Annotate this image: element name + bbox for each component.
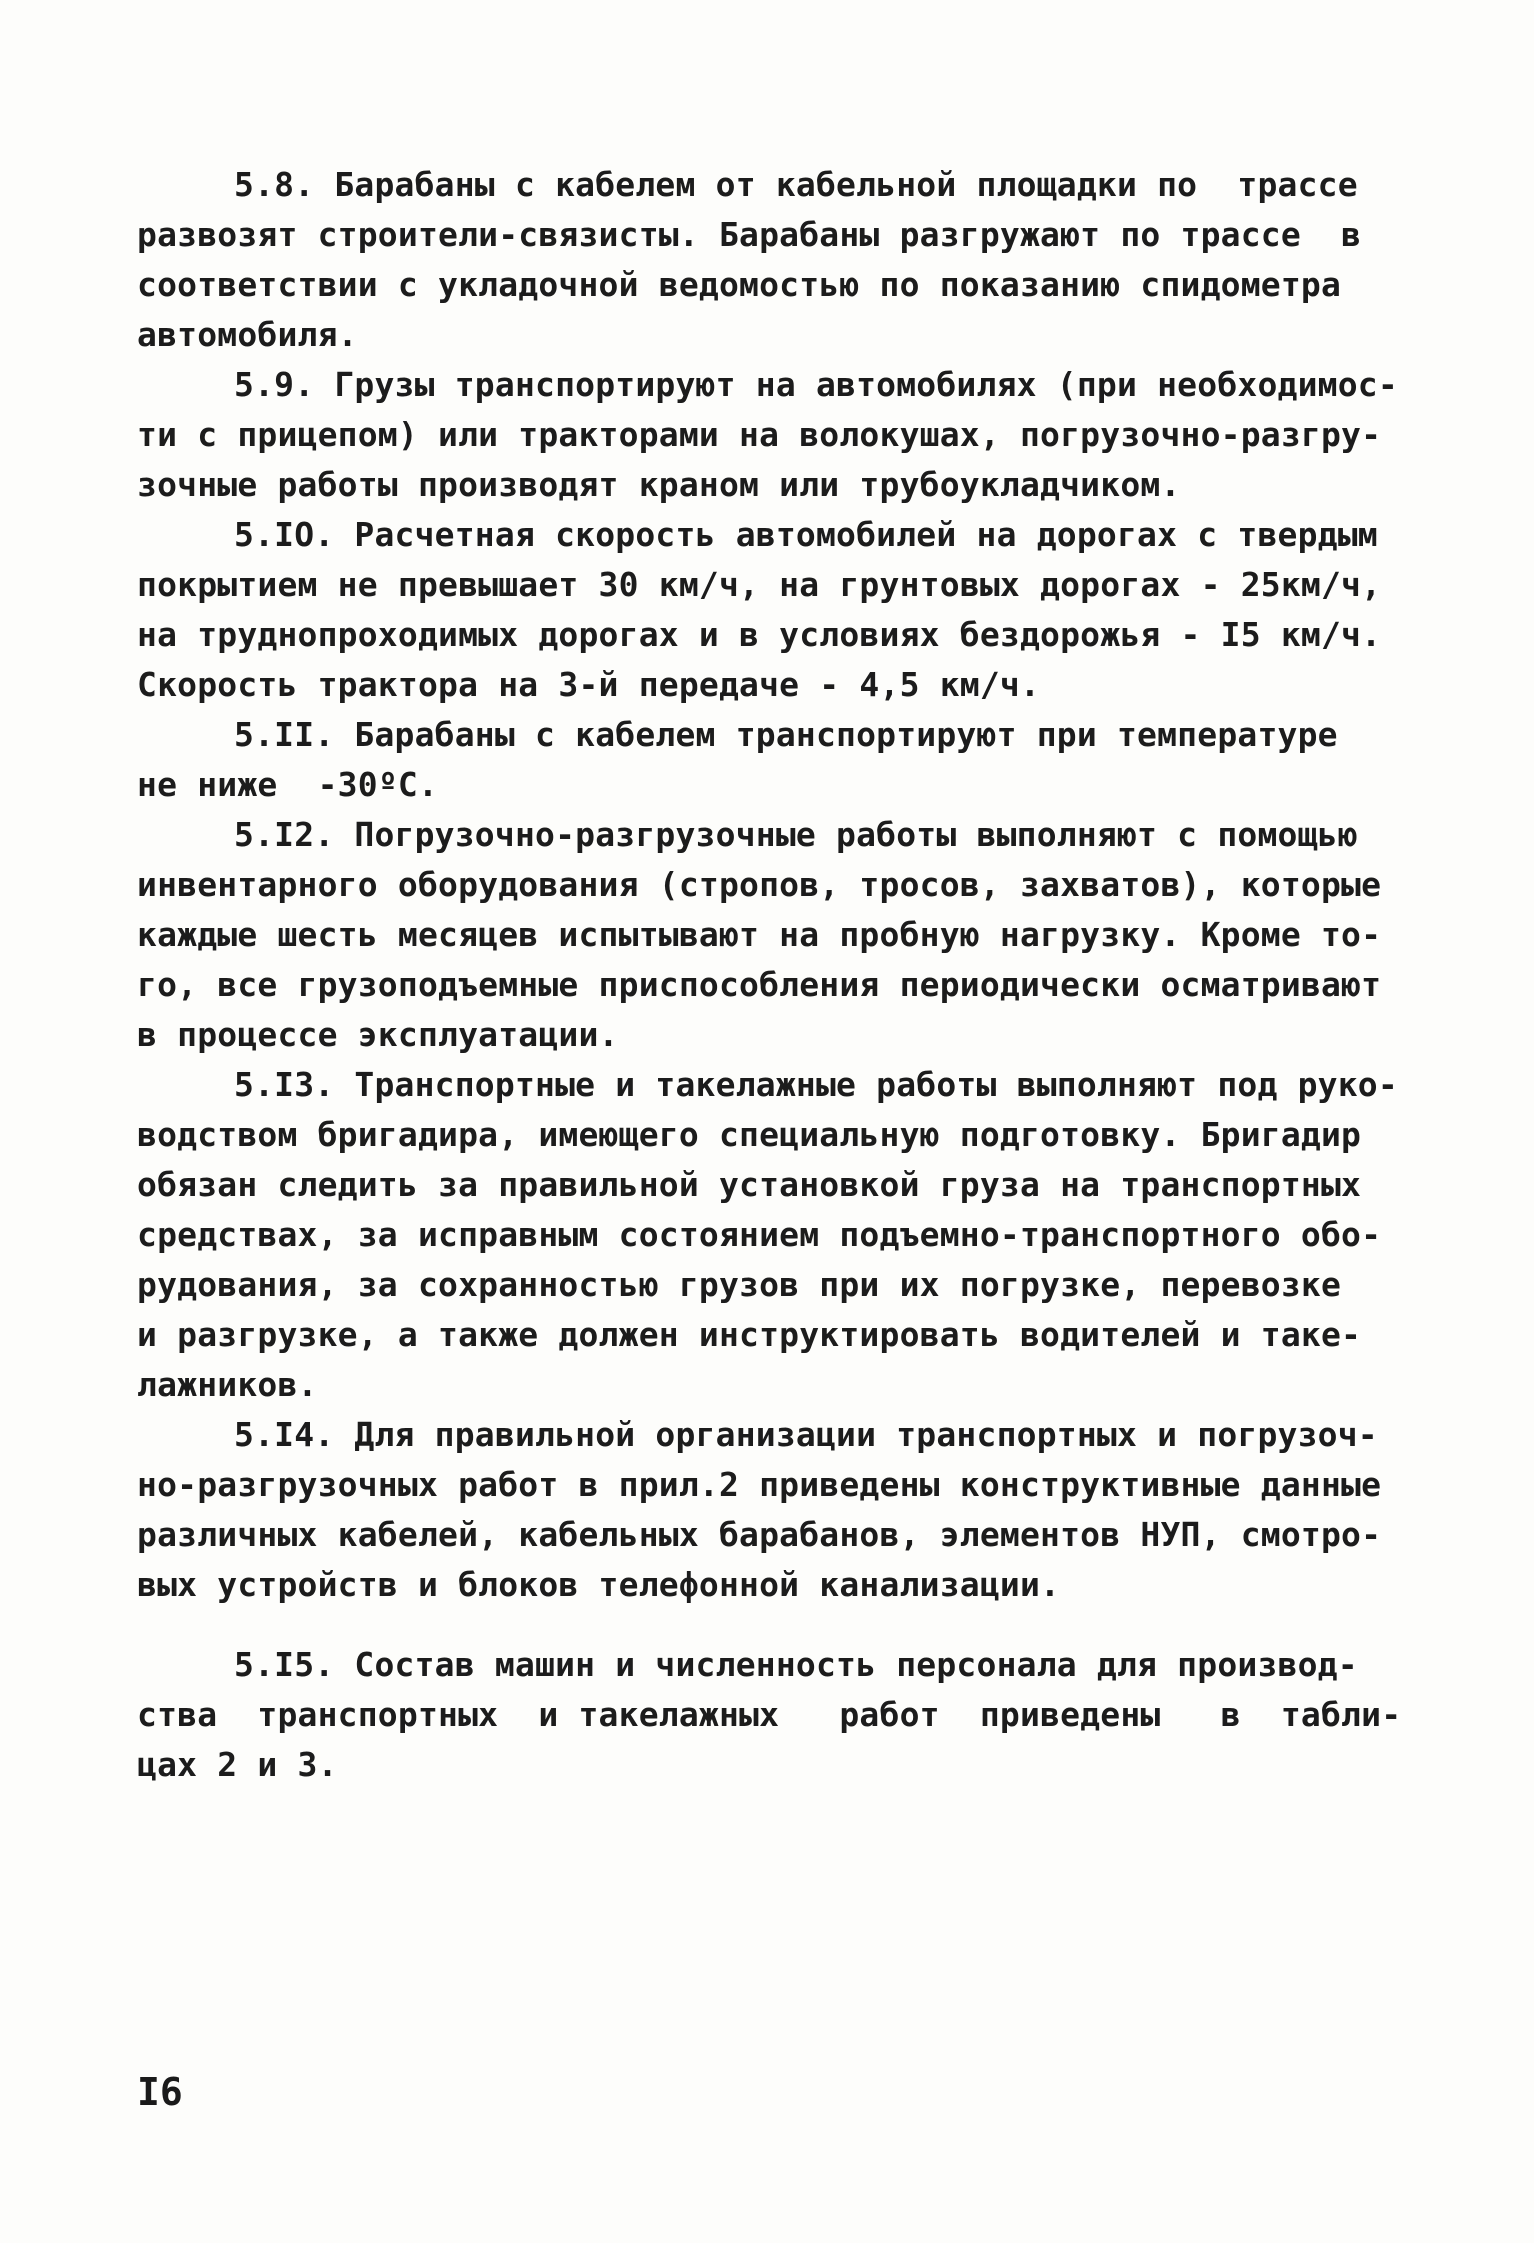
text-line: каждые шесть месяцев испытывают на пробную нагрузку. Кроме то-	[137, 915, 1382, 954]
text-line: покрытием не превышает 30 км/ч, на грунтовых дорогах - 25км/ч,	[137, 565, 1382, 604]
text-line: 5.8. Барабаны с кабелем от кабельной площадки по трассе	[234, 165, 1358, 204]
text-line: ти с прицепом) или тракторами на волокушах, погрузочно-разгру-	[137, 415, 1382, 454]
text-line: но-разгрузочных работ в прил.2 приведены конструктивные данные	[137, 1465, 1382, 1504]
text-line: 5.I2. Погрузочно-разгрузочные работы выполняют с помощью	[234, 815, 1358, 854]
text-line: средствах, за исправным состоянием подъемно-транспортного обо-	[137, 1215, 1382, 1254]
text-line: водством бригадира, имеющего специальную подготовку. Бригадир	[137, 1115, 1362, 1154]
text-line: 5.II. Барабаны с кабелем транспортируют при температуре	[234, 715, 1338, 754]
text-line: развозят строители-связисты. Барабаны разгружают по трассе в	[137, 215, 1362, 254]
text-line: зочные работы производят краном или трубоукладчиком.	[137, 465, 1181, 504]
text-line: 5.I3. Транспортные и такелажные работы выполняют под руко-	[234, 1065, 1398, 1104]
text-line: не ниже -30ºС.	[137, 765, 439, 804]
text-line: 5.I5. Состав машин и численность персонала для производ-	[234, 1645, 1358, 1684]
paragraph-gap	[137, 1610, 1407, 1640]
text-line: цах 2 и 3.	[137, 1745, 338, 1784]
text-line: рудования, за сохранностью грузов при их погрузке, перевозке	[137, 1265, 1342, 1304]
text-line: вых устройств и блоков телефонной канализации.	[137, 1565, 1061, 1604]
text-line: соответствии с укладочной ведомостью по показанию спидометра	[137, 265, 1342, 304]
text-line: и разгрузке, а также должен инструктировать водителей и таке-	[137, 1315, 1362, 1354]
text-line: различных кабелей, кабельных барабанов, элементов НУП, смотро-	[137, 1515, 1382, 1554]
body-text	[137, 160, 1407, 1790]
text-line: Скорость трактора на 3-й передаче - 4,5 км/ч.	[137, 665, 1041, 704]
text-line: в процессе эксплуатации.	[137, 1015, 619, 1054]
text-line: ства транспортных и такелажных работ приведены в табли-	[137, 1695, 1402, 1734]
page-number: I6	[137, 2070, 183, 2114]
text-line: лажников.	[137, 1365, 318, 1404]
text-line: обязан следить за правильной установкой груза на транспортных	[137, 1165, 1362, 1204]
text-line: инвентарного оборудования (стропов, тросов, захватов), которые	[137, 865, 1382, 904]
text-line: 5.IO. Расчетная скорость автомобилей на дорогах с твердым	[234, 515, 1378, 554]
text-line: на труднопроходимых дорогах и в условиях бездорожья - I5 км/ч.	[137, 615, 1382, 654]
text-line: 5.9. Грузы транспортируют на автомобилях (при необходимос-	[234, 365, 1398, 404]
text-line: го, все грузоподъемные приспособления периодически осматривают	[137, 965, 1382, 1004]
text-line: 5.I4. Для правильной организации транспортных и погрузоч-	[234, 1415, 1378, 1454]
text-line: автомобиля.	[137, 315, 358, 354]
